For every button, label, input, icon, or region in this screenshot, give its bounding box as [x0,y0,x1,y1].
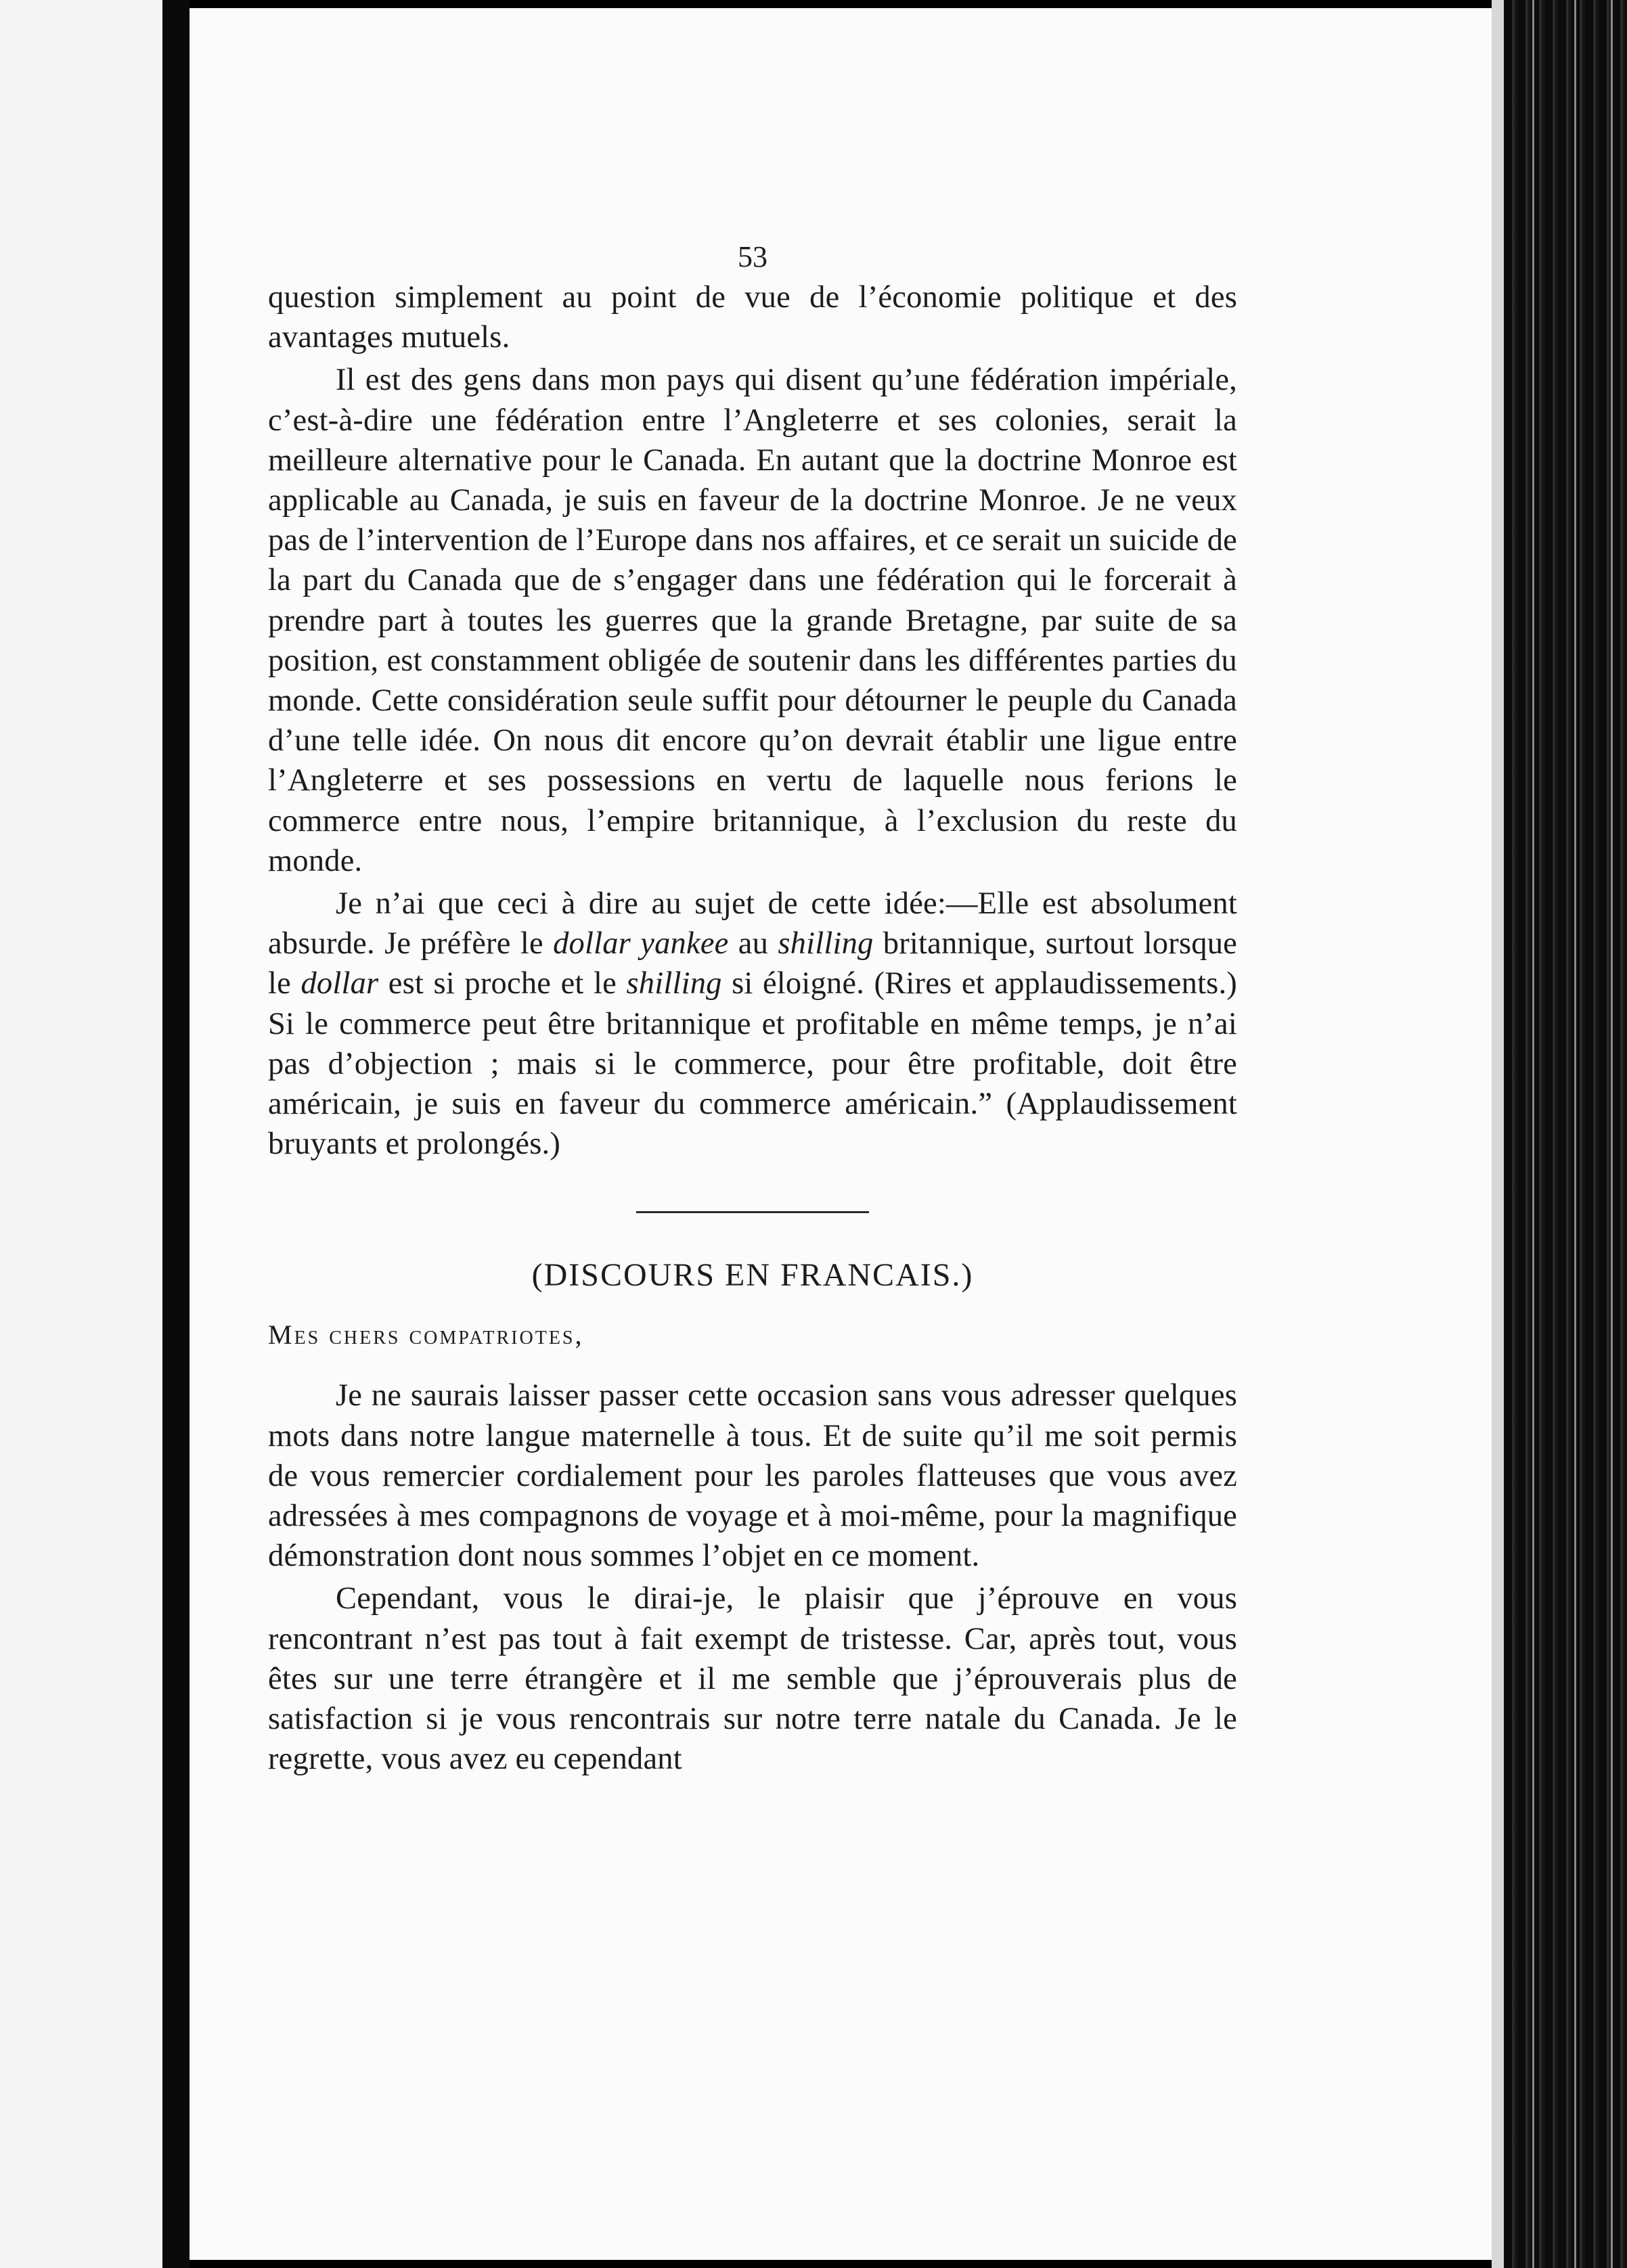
italic-run: shilling [626,966,722,1001]
page-edge-highlight [1492,0,1504,2268]
salutation: Mes chers compatriotes, [268,1319,584,1351]
text-run: au [728,926,778,961]
page-number: 53 [738,240,767,273]
italic-run: shilling [778,926,874,961]
text-run: est si proche et le [378,966,627,1001]
text-run: Je n’ai que ceci à dire au sujet de cette idée:—Elle est absolument absurde. Je préfère le [268,886,1237,961]
text-run: si éloigné. (Rires et applaudissements.) Si le commerce peut être britannique et profitable en même temps, je n’ai pas d’objection ; mais si le commerce, pour être profitable, doit être américain, je suis en faveur du commerce américain.” (Applaudissement bruyants et prolongés.) [268,966,1237,1162]
paragraph-greeting: Je ne saurais laisser passer cette occasion sans vous adresser quelques mots dans notre langue maternelle à tous. Et de suite qu’il me soit permis de vous remercier cordialement pour les paroles flatteuses que vous avez adressées à mes compagnons de voyage et à moi-même, pour la magnifique démonstration dont nous sommes l’objet en ce moment. [268,1378,1237,1574]
italic-run: dollar yankee [553,926,729,961]
paragraph-cependant: Cependant, vous le dirai-je, le plaisir que j’éprouve en vous rencontrant n’est pas tout à fait exempt de tristesse. Car, après tout, vous êtes sur une terre étrangère et il me semble que j’éprouverais plus de satisfaction si je vous rencontrais sur notre terre natale du Canada. Je le regrette, vous avez eu cependant [268,1581,1237,1777]
section-divider [636,1211,869,1213]
page-text-block [268,237,1237,1779]
text-run: britannique, surtout lorsque le [268,926,1237,1001]
page-edge-line [1611,0,1613,2268]
section-title: (DISCOURS EN FRANCAIS.) [531,1257,974,1294]
italic-run: dollar [300,966,379,1001]
book-gutter [162,0,190,2268]
page-edge-line [1574,0,1576,2268]
paragraph-absurd [268,884,1237,1164]
paragraph-federation: Il est des gens dans mon pays qui disent qu’une fédération impériale, c’est-à-dire une fédération entre l’Angleterre et ses colonies, serait la meilleure alternative pour le Canada. En autant que la doctrine Monroe est applicable au Canada, je suis en faveur de la doctrine Monroe. Je ne veux pas de l’intervention de l’Europe dans nos affaires, et ce serait un suicide de la part du Canada que de s’engager dans une fédération qui le forcerait à prendre part à toutes les guerres que la grande Bretagne, par suite de sa position, est constamment obligée de soutenir dans les différentes parties du monde. Cette considération seule suffit pour détourner le peuple du Canada d’une telle idée. On nous dit encore qu’on devrait établir une ligue entre l’Angleterre et ses possessions en vertu de laquelle nous ferions le commerce entre nous, l’empire britannique, à l’exclusion du reste du monde. [268,363,1237,878]
paragraph-continued: question simplement au point de vue de l’économie politique et des avantages mutuels. [268,280,1237,355]
page-edge-line [1532,0,1534,2268]
page-stack-edge [1492,0,1627,2268]
facing-page-edge [0,0,162,2268]
